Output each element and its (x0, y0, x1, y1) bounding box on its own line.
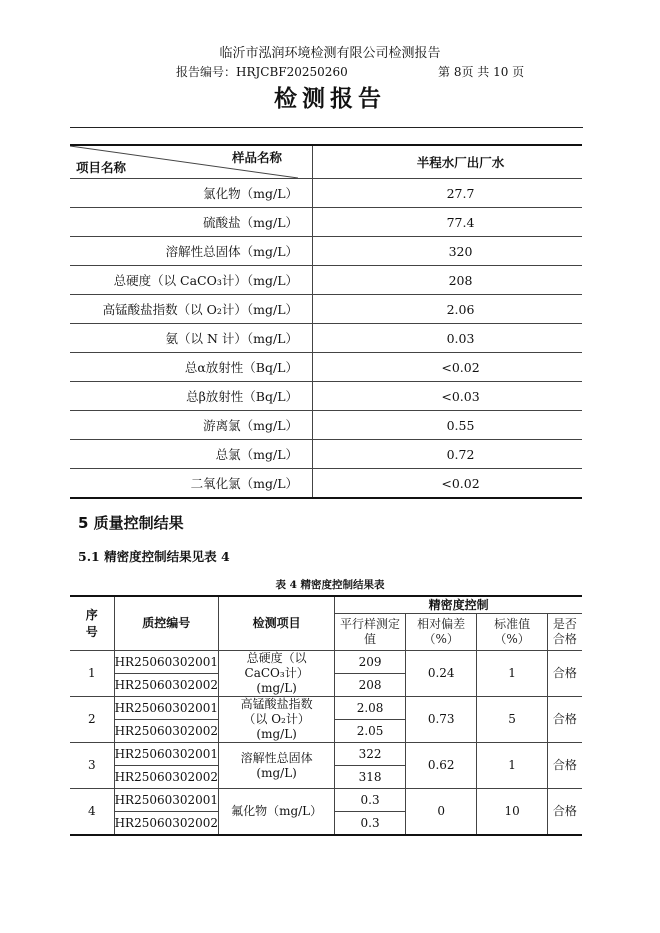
result-value: <0.02 (313, 353, 583, 382)
result-item: 氯化物（mg/L） (70, 179, 313, 208)
result-item: 总β放射性（Bq/L） (70, 382, 313, 411)
result-value: 0.03 (313, 324, 583, 353)
result-item: 溶解性总固体（mg/L） (70, 237, 313, 266)
parallel-value: 0.3 (335, 789, 406, 812)
pass-value: 合格 (547, 743, 582, 789)
sample-name: 半程水厂出厂水 (313, 145, 583, 179)
page-number: 第 8页 共 10 页 (438, 65, 525, 79)
test-item (219, 651, 335, 697)
qc-code: HR25060302001 (114, 789, 218, 812)
result-row (70, 179, 582, 208)
parallel-value: 322 (335, 743, 406, 766)
rel-dev-value: 0.73 (405, 697, 477, 743)
result-row (70, 353, 582, 382)
parallel-value: 0.3 (335, 812, 406, 836)
result-item: 总氯（mg/L） (70, 440, 313, 469)
seq-cell: 4 (70, 789, 114, 836)
result-item: 总α放射性（Bq/L） (70, 353, 313, 382)
subsection-heading: 5.1 精密度控制结果见表 4 (78, 549, 230, 564)
header-sample-label: 样品名称 (231, 150, 282, 165)
header-rule (70, 127, 583, 128)
document-title: 检测报告 (274, 86, 386, 112)
result-item: 总硬度（以 CaCO₃计）（mg/L） (70, 266, 313, 295)
seq-cell: 1 (70, 651, 114, 697)
parallel-value: 318 (335, 766, 406, 789)
result-row (70, 208, 582, 237)
result-value: 0.55 (313, 411, 583, 440)
result-value: 2.06 (313, 295, 583, 324)
test-item-text: 氟化物（mg/L） (231, 804, 323, 818)
test-item (219, 789, 335, 836)
precision-row (70, 789, 582, 812)
result-value: 208 (313, 266, 583, 295)
seq-cell: 2 (70, 697, 114, 743)
header-parallel: 平行样测定值 (335, 614, 406, 651)
parallel-value: 208 (335, 674, 406, 697)
result-item: 二氧化氯（mg/L） (70, 469, 313, 499)
header-test-item: 检测项目 (219, 596, 335, 651)
qc-code: HR25060302001 (114, 743, 218, 766)
qc-code: HR25060302002 (114, 674, 218, 697)
header-diagonal-cell (70, 145, 313, 179)
result-row (70, 440, 582, 469)
parallel-value: 2.05 (335, 720, 406, 743)
qc-code: HR25060302002 (114, 812, 218, 836)
company-header: 临沂市泓润环境检测有限公司检测报告 (219, 46, 441, 61)
pass-value: 合格 (547, 651, 582, 697)
result-value: 0.72 (313, 440, 583, 469)
result-value: 77.4 (313, 208, 583, 237)
table-caption: 表 4 精密度控制结果表 (275, 579, 385, 591)
precision-row (70, 651, 582, 674)
precision-row (70, 743, 582, 766)
test-item-text: 总硬度（以CaCO₃计）(mg/L) (244, 651, 309, 695)
report-number: 报告编号：HRJCBF20250260 (176, 65, 348, 79)
header-pass: 是否合格 (547, 614, 582, 651)
seq-cell: 3 (70, 743, 114, 789)
parallel-value: 2.08 (335, 697, 406, 720)
qc-code: HR25060302001 (114, 697, 218, 720)
qc-code: HR25060302002 (114, 766, 218, 789)
result-row (70, 266, 582, 295)
header-qc-no: 质控编号 (114, 596, 218, 651)
result-row (70, 411, 582, 440)
precision-table (70, 595, 582, 836)
rel-dev-value: 0.24 (405, 651, 477, 697)
result-value: <0.03 (313, 382, 583, 411)
result-item: 高锰酸盐指数（以 O₂计）（mg/L） (70, 295, 313, 324)
result-row (70, 295, 582, 324)
pass-value: 合格 (547, 697, 582, 743)
qc-code: HR25060302002 (114, 720, 218, 743)
qc-code: HR25060302001 (114, 651, 218, 674)
result-item: 氨（以 N 计）（mg/L） (70, 324, 313, 353)
test-item (219, 743, 335, 789)
header-seq: 序号 (70, 596, 114, 651)
result-row (70, 469, 582, 499)
result-value: 320 (313, 237, 583, 266)
std-value: 1 (477, 651, 547, 697)
std-value: 1 (477, 743, 547, 789)
section-heading: 5 质量控制结果 (78, 514, 184, 532)
result-row (70, 382, 582, 411)
rel-dev-value: 0.62 (405, 743, 477, 789)
results-table (70, 144, 582, 499)
result-item: 硫酸盐（mg/L） (70, 208, 313, 237)
results-table-header (70, 145, 582, 179)
std-value: 5 (477, 697, 547, 743)
header-precision: 精密度控制 (335, 596, 582, 614)
header-std: 标准值（%） (477, 614, 547, 651)
header-item-label: 项目名称 (76, 160, 127, 175)
result-row (70, 324, 582, 353)
test-item-text: 高锰酸盐指数（以 O₂计）(mg/L) (240, 697, 313, 741)
test-item (219, 697, 335, 743)
result-value: <0.02 (313, 469, 583, 499)
header-rel-dev: 相对偏差（%） (405, 614, 477, 651)
parallel-value: 209 (335, 651, 406, 674)
std-value: 10 (477, 789, 547, 836)
result-row (70, 237, 582, 266)
result-item: 游离氯（mg/L） (70, 411, 313, 440)
test-item-text: 溶解性总固体(mg/L) (240, 750, 313, 780)
precision-header-row-1 (70, 596, 582, 614)
precision-row (70, 697, 582, 720)
result-value: 27.7 (313, 179, 583, 208)
rel-dev-value: 0 (405, 789, 477, 836)
pass-value: 合格 (547, 789, 582, 836)
